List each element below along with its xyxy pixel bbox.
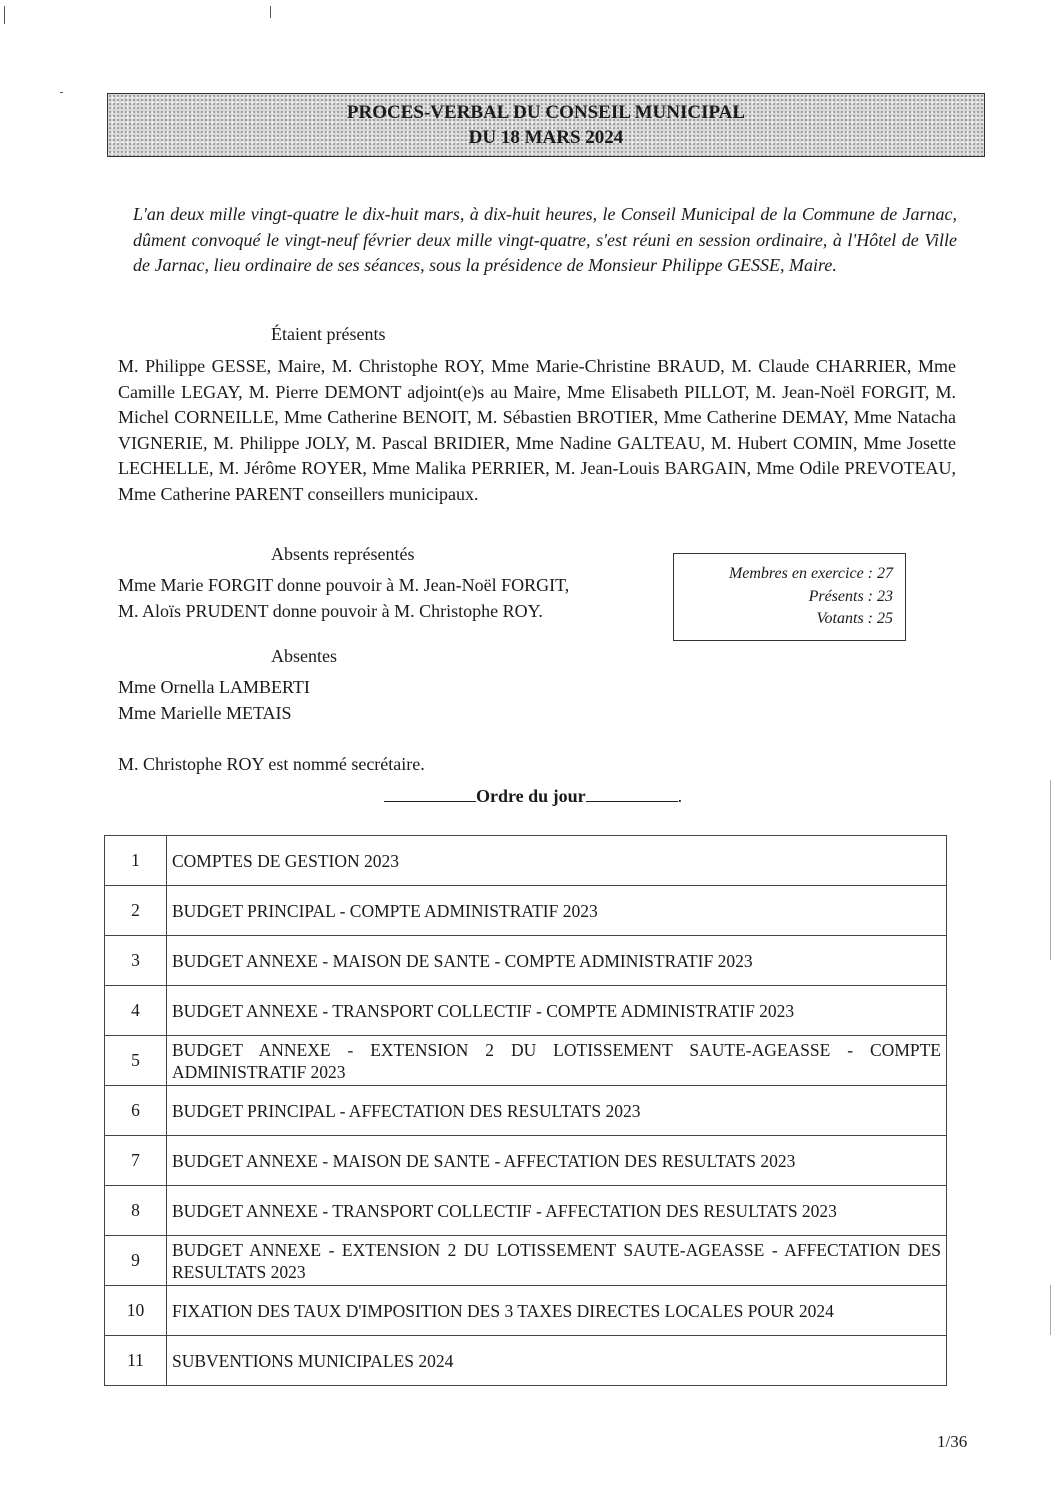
table-row — [105, 986, 947, 1036]
table-row — [105, 1036, 947, 1086]
agenda-item-number: 2 — [105, 886, 167, 936]
agenda-heading-text: Ordre du jour — [476, 786, 586, 806]
absent-list — [118, 674, 310, 726]
presents-list: M. Philippe GESSE, Maire, M. Christophe ROY, Mme Marie-Christine BRAUD, M. Claude CHARRIER, Mme Camille LEGAY, M. Pierre DEMONT adjoint(e)s au Maire, Mme Elisabeth PILLOT, M. Jean-Noël FORGIT, M. Michel CORNEILLE, Mme Catherine BENOIT, M. Sébastien BROTIER, Mme Catherine DEMAY, Mme Natacha VIGNERIE, M. Philippe JOLY, M. Pascal BRIDIER, Mme Nadine GALTEAU, M. Hubert COMIN, Mme Josette LECHELLE, M. Jérôme ROYER, Mme Malika PERRIER, M. Jean-Louis BARGAIN, Mme Odile PREVOTEAU, Mme Catherine PARENT conseillers municipaux. — [118, 356, 956, 504]
agenda-item-text: BUDGET ANNEXE - MAISON DE SANTE - AFFECTATION DES RESULTATS 2023 — [167, 1136, 947, 1186]
agenda-item-text: COMPTES DE GESTION 2023 — [167, 836, 947, 886]
agenda-item-number: 4 — [105, 986, 167, 1036]
secretary-line: M. Christophe ROY est nommé secrétaire. — [118, 754, 425, 774]
agenda-item-number: 7 — [105, 1136, 167, 1186]
agenda-item-number: 10 — [105, 1286, 167, 1336]
agenda-item-text: BUDGET ANNEXE - EXTENSION 2 DU LOTISSEMENT SAUTE-AGEASSE - COMPTE ADMINISTRATIF 2023 — [167, 1036, 947, 1086]
present-count: Présents : 23 — [808, 587, 893, 605]
scan-mark — [1050, 1285, 1051, 1335]
scan-mark — [60, 92, 63, 93]
represented-line: Mme Marie FORGIT donne pouvoir à M. Jean-Noël FORGIT, — [118, 575, 570, 595]
agenda-item-text: FIXATION DES TAUX D'IMPOSITION DES 3 TAXES DIRECTES LOCALES POUR 2024 — [167, 1286, 947, 1336]
table-row — [105, 886, 947, 936]
underline-rule — [384, 787, 476, 802]
table-row — [105, 936, 947, 986]
agenda-item-text: BUDGET PRINCIPAL - AFFECTATION DES RESULTATS 2023 — [167, 1086, 947, 1136]
table-row — [105, 1336, 947, 1386]
scan-mark — [4, 6, 5, 24]
attendance-counts-box — [673, 553, 906, 641]
agenda-item-number: 9 — [105, 1236, 167, 1286]
table-row — [105, 1086, 947, 1136]
table-row — [105, 1286, 947, 1336]
agenda-item-number: 5 — [105, 1036, 167, 1086]
presents-heading: Étaient présents — [271, 324, 386, 344]
agenda-table — [104, 835, 947, 1386]
scan-mark — [1050, 780, 1051, 960]
agenda-item-text: BUDGET PRINCIPAL - COMPTE ADMINISTRATIF 2023 — [167, 886, 947, 936]
represented-heading: Absents représentés — [271, 544, 415, 564]
document-title-line-2: DU 18 MARS 2024 — [468, 127, 624, 148]
table-row — [105, 1186, 947, 1236]
agenda-heading: Ordre du jour . — [384, 786, 682, 807]
agenda-item-number: 11 — [105, 1336, 167, 1386]
document-title-box — [107, 93, 985, 157]
absent-line: Mme Ornella LAMBERTI — [118, 677, 310, 697]
intro-paragraph: L'an deux mille vingt-quatre le dix-huit mars, à dix-huit heures, le Conseil Municipal de la Commune de Jarnac, dûment convoqué le vingt-neuf février deux mille vingt-quatre, s'est réuni en session ordinaire, à l'Hôtel de Ville de Jarnac, lieu ordinaire de ses séances, sous la présidence de Monsieur Philippe GESSE, Maire. — [133, 204, 957, 275]
represented-list — [118, 572, 569, 624]
table-row — [105, 1236, 947, 1286]
agenda-item-text: BUDGET ANNEXE - TRANSPORT COLLECTIF - AFFECTATION DES RESULTATS 2023 — [167, 1186, 947, 1236]
scan-mark — [270, 6, 271, 18]
agenda-item-number: 1 — [105, 836, 167, 886]
table-row — [105, 1136, 947, 1186]
agenda-item-number: 8 — [105, 1186, 167, 1236]
represented-line: M. Aloïs PRUDENT donne pouvoir à M. Christophe ROY. — [118, 601, 543, 621]
absent-line: Mme Marielle METAIS — [118, 703, 292, 723]
table-row — [105, 836, 947, 886]
absent-heading: Absentes — [271, 646, 337, 666]
agenda-item-text: BUDGET ANNEXE - MAISON DE SANTE - COMPTE ADMINISTRATIF 2023 — [167, 936, 947, 986]
agenda-item-number: 6 — [105, 1086, 167, 1136]
agenda-item-text: BUDGET ANNEXE - EXTENSION 2 DU LOTISSEMENT SAUTE-AGEASSE - AFFECTATION DES RESULTATS 2023 — [167, 1236, 947, 1286]
underline-rule — [586, 787, 678, 802]
agenda-item-text: SUBVENTIONS MUNICIPALES 2024 — [167, 1336, 947, 1386]
page-number: 1/36 — [937, 1432, 968, 1451]
document-title-line-1: PROCES-VERBAL DU CONSEIL MUNICIPAL — [346, 102, 746, 123]
voters-count: Votants : 25 — [816, 610, 893, 627]
agenda-item-number: 3 — [105, 936, 167, 986]
agenda-item-text: BUDGET ANNEXE - TRANSPORT COLLECTIF - COMPTE ADMINISTRATIF 2023 — [167, 986, 947, 1036]
members-count: Membres en exercice : 27 — [728, 565, 893, 582]
